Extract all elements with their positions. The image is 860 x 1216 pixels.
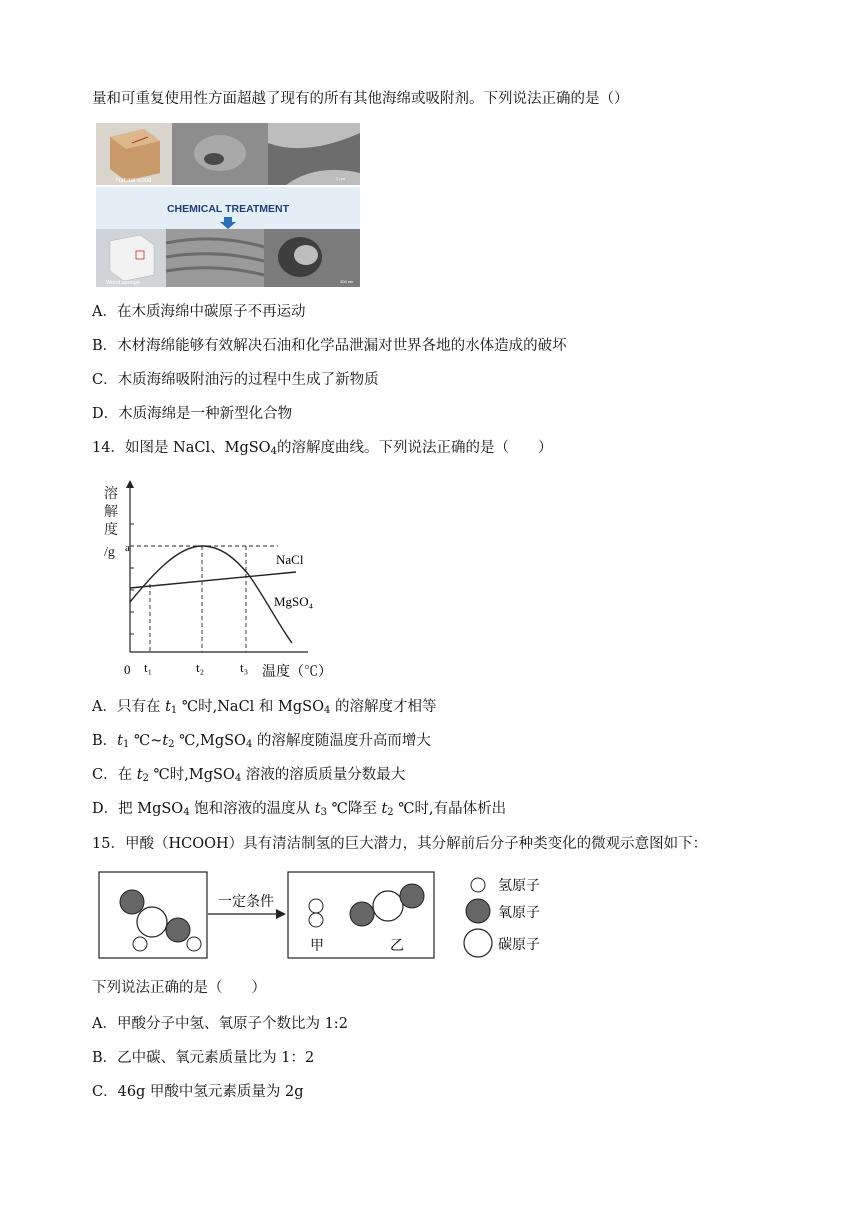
ylabel-3: 度 [104, 523, 118, 538]
q13-option-c: C．木质海绵吸附油污的过程中生成了新物质 [92, 372, 379, 388]
tick-t3: t₃ [240, 660, 249, 675]
product-oxygen-atom-2 [400, 884, 424, 908]
product-hydrogen-atom-2 [309, 913, 323, 927]
ylabel-2: 解 [104, 505, 118, 520]
reactant-hydrogen-atom-2 [187, 937, 201, 951]
legend-hydrogen-icon [471, 878, 485, 892]
q15-option-a: A．甲酸分子中氢、氧原子个数比为 1:2 [92, 1016, 348, 1032]
nacl-label: NaCl [276, 552, 304, 567]
scale-bottom: 300 nm [340, 279, 354, 284]
tick-t2: t₂ [196, 660, 205, 675]
legend-hydrogen-label: 氢原子 [498, 878, 540, 894]
wood-sponge-figure [96, 123, 360, 287]
reactant-oxygen-atom [120, 890, 144, 914]
product-jia-label: 甲 [310, 938, 324, 954]
y-mark-a: a [125, 542, 130, 554]
q15-prompt: 下列说法正确的是（ ） [92, 980, 266, 996]
product-yi-label: 乙 [390, 938, 404, 954]
q13-option-d: D．木质海绵是一种新型化合物 [92, 406, 293, 422]
scale-top: 2 μm [336, 176, 345, 181]
reactant-carbon-atom [137, 907, 167, 937]
ylabel-1: 溶 [104, 487, 118, 502]
q15-option-b: B．乙中碳、氧元素质量比为 1：2 [92, 1050, 315, 1066]
natural-wood-label: Natural wood [116, 178, 152, 184]
y-axis-arrow-icon [126, 480, 134, 488]
q13-option-b: B．木材海绵能够有效解决石油和化学品泄漏对世界各地的水体造成的破坏 [92, 338, 567, 354]
product-oxygen-atom [350, 902, 374, 926]
product-carbon-atom [373, 891, 403, 921]
arrow-head-icon [276, 909, 286, 919]
reactant-hydrogen-atom [133, 937, 147, 951]
legend-carbon-label: 碳原子 [498, 937, 540, 953]
arrow-label: 一定条件 [218, 894, 274, 910]
reactant-oxygen-atom-2 [166, 918, 190, 942]
solubility-chart [98, 476, 338, 686]
xlabel: 温度（℃） [262, 665, 332, 680]
intro-text: 量和可重复使用性方面超越了现有的所有其他海绵或吸附剂。下列说法正确的是（） [92, 91, 629, 107]
legend-oxygen-label: 氧原子 [498, 905, 540, 921]
product-hydrogen-atom [309, 899, 323, 913]
q15-option-c: C．46g 甲酸中氢元素质量为 2g [92, 1084, 304, 1100]
molecule-diagram [98, 866, 568, 962]
q14-option-b: B．$t_1$ $℃\sim t_2$ ℃,MgSO$_4$ 的溶解度随温度升高而增大 [92, 733, 431, 750]
q14-stem: 14．如图是 NaCl、MgSO$_4$的溶解度曲线。下列说法正确的是（ ） [92, 440, 553, 457]
tick-t1: t₁ [144, 660, 153, 675]
ylabel-4: /g [104, 545, 115, 560]
q14-option-c: C．在 $t_2$ ℃时,MgSO$_4$ 溶液的溶质质量分数最大 [92, 767, 406, 784]
mgso4-label: MgSO₄ [274, 594, 314, 609]
legend-oxygen-icon [466, 899, 490, 923]
q14-option-d: D．把 MgSO$_4$ 饱和溶液的温度从 $t_3$ ℃降至 $t_2$ ℃时,有晶体析出 [92, 801, 507, 818]
origin-label: 0 [124, 662, 131, 677]
q13-option-a: A．在木质海绵中碳原子不再运动 [92, 304, 306, 320]
mgso4-curve [130, 546, 292, 643]
wood-sponge-label: Wood sponge [106, 280, 140, 286]
chemical-treatment-banner: CHEMICAL TREATMENT [166, 203, 290, 215]
q14-option-a: A．只有在 $t_1$ ℃时,NaCl 和 MgSO$_4$ 的溶解度才相等 [92, 699, 437, 716]
legend-carbon-icon [464, 929, 492, 957]
q15-stem: 15．甲酸（HCOOH）具有清洁制氢的巨大潜力，其分解前后分子种类变化的微观示意图如下： [92, 836, 708, 852]
